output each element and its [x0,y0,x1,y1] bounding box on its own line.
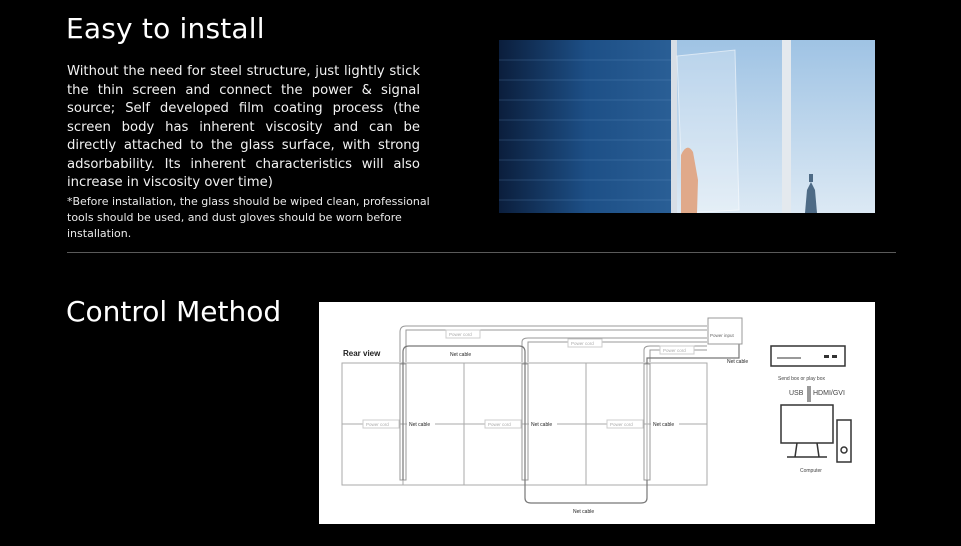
power-cord-label-right: Power cord [663,348,686,353]
section-divider [67,252,896,253]
send-box-label: Send box or play box [778,376,825,382]
power-cord-label-row1: Power cord [366,422,389,427]
install-description: Without the need for steel structure, just lightly stick the thin screen and connect the power & signal source; Self developed film coating process (the screen body has inherent viscosity and can be directly attached to the glass surface, with strong adsorbability. Its inherent characteristics will also increase in viscosity over time) [67,64,420,190]
hdmi-label: HDMI/GVI [813,390,845,397]
power-input-label: Power input [710,333,734,338]
net-cable-label-row3: Net cable [653,422,675,428]
net-cable-label-right: Net cable [727,359,749,365]
power-cord-label-row3: Power cord [610,422,633,427]
net-cable-label-top: Net cable [450,352,472,358]
install-note: *Before installation, the glass should be wiped clean, professional tools should be used, and dust gloves should be worn before installation. [67,195,430,240]
computer-icon [781,405,851,462]
install-photo [499,40,875,213]
computer-label: Computer [800,468,822,474]
rear-view-label: Rear view [343,349,381,358]
net-cable-label-bottom: Net cable [573,509,595,515]
control-diagram [319,302,875,524]
power-cord-label-row2: Power cord [488,422,511,427]
power-cord-label-top: Power cord [449,332,472,337]
install-title: Easy to install [66,12,265,45]
net-cable-label-row2: Net cable [531,422,553,428]
power-cord-label-mid: Power cord [571,341,594,346]
usb-label: USB [789,390,804,397]
send-box-icon [771,346,845,366]
control-title: Control Method [66,295,282,328]
net-cable-label-row1: Net cable [409,422,431,428]
